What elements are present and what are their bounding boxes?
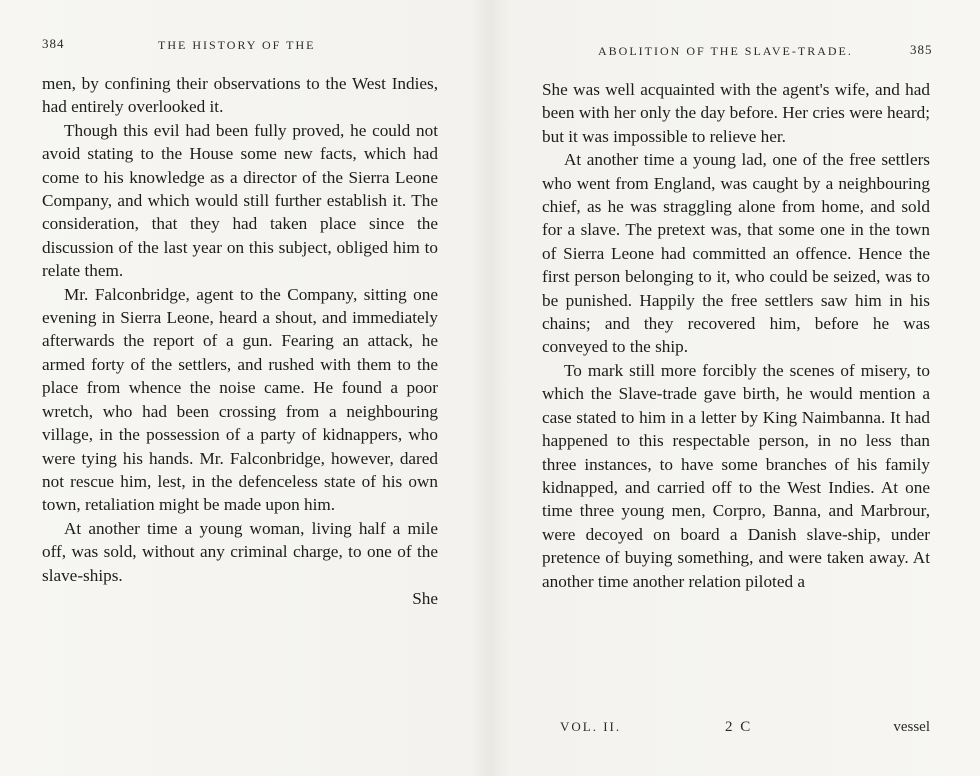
right-paragraph-2: At another time a young lad, one of the free settlers who went from England, was caught by a neighbouring chief, as he was straggling alone from home, and sold for a slave. The pretext was, that some one in the town of Sierra Leone had committed an offence. Hence the first person belonging to it, who could be seized, was to be punished. Happily the free settlers saw him in his chains; and they recovered him, before he was conveyed to the ship. xyxy=(542,150,930,357)
signature-mark: 2 C xyxy=(725,719,753,735)
left-paragraph-4: At another time a young woman, living half a mile off, was sold, without any criminal charge, to one of the slave-ships. xyxy=(42,518,438,585)
left-text-block xyxy=(42,72,438,610)
right-page xyxy=(490,0,980,776)
right-text-block xyxy=(542,78,930,593)
right-page-number: 385 xyxy=(910,42,933,57)
left-catchword: She xyxy=(412,588,438,608)
left-paragraph-3: Mr. Falconbridge, agent to the Company, sitting one evening in Sierra Leone, heard a shout, and immediately afterwards the report of a gun. Fearing an attack, he armed forty of the settlers, and rushed with them to the place from whence the noise came. He found a poor wretch, who had been crossing from a neighbouring village, in the possession of a party of kidnappers, who were tying his hands. Mr. Falconbridge, however, dared not rescue him, lest, in the defenceless state of his own town, retaliation might be made upon him. xyxy=(42,284,438,515)
right-paragraph-3: To mark still more forcibly the scenes of misery, to which the Slave-trade gave birth, he would mention a case stated to him in a letter by King Naimbanna. It had happened to this respectable person, in no less than three instances, to have some branches of his family kidnapped, and carried off to the West Indies. At one time three young men, Corpro, Banna, and Marbrour, were decoyed on board a Danish slave-ship, under pretence of buying something, and were taken away. At another time another relation piloted a xyxy=(542,360,930,591)
right-running-head: ABOLITION OF THE SLAVE-TRADE. xyxy=(598,44,853,58)
left-page-number: 384 xyxy=(42,36,65,51)
volume-label: VOL. II. xyxy=(560,719,622,734)
left-paragraph-1: men, by confining their observations to the West Indies, had entirely overlooked it. xyxy=(42,74,438,117)
left-paragraph-2: Though this evil had been fully proved, he could not avoid stating to the House some new facts, which had come to his knowledge as a director of the Sierra Leone Company, and which would still further establish it. The consideration, that they had taken place since the discussion of the last year on this subject, obliged him to relate them. xyxy=(42,120,438,281)
right-paragraph-1: She was well acquainted with the agent's wife, and had been with her only the day before. Her cries were heard; but it was impossible to relieve her. xyxy=(542,80,930,146)
right-catchword: vessel xyxy=(893,719,930,735)
left-running-head: THE HISTORY OF THE xyxy=(158,38,316,52)
